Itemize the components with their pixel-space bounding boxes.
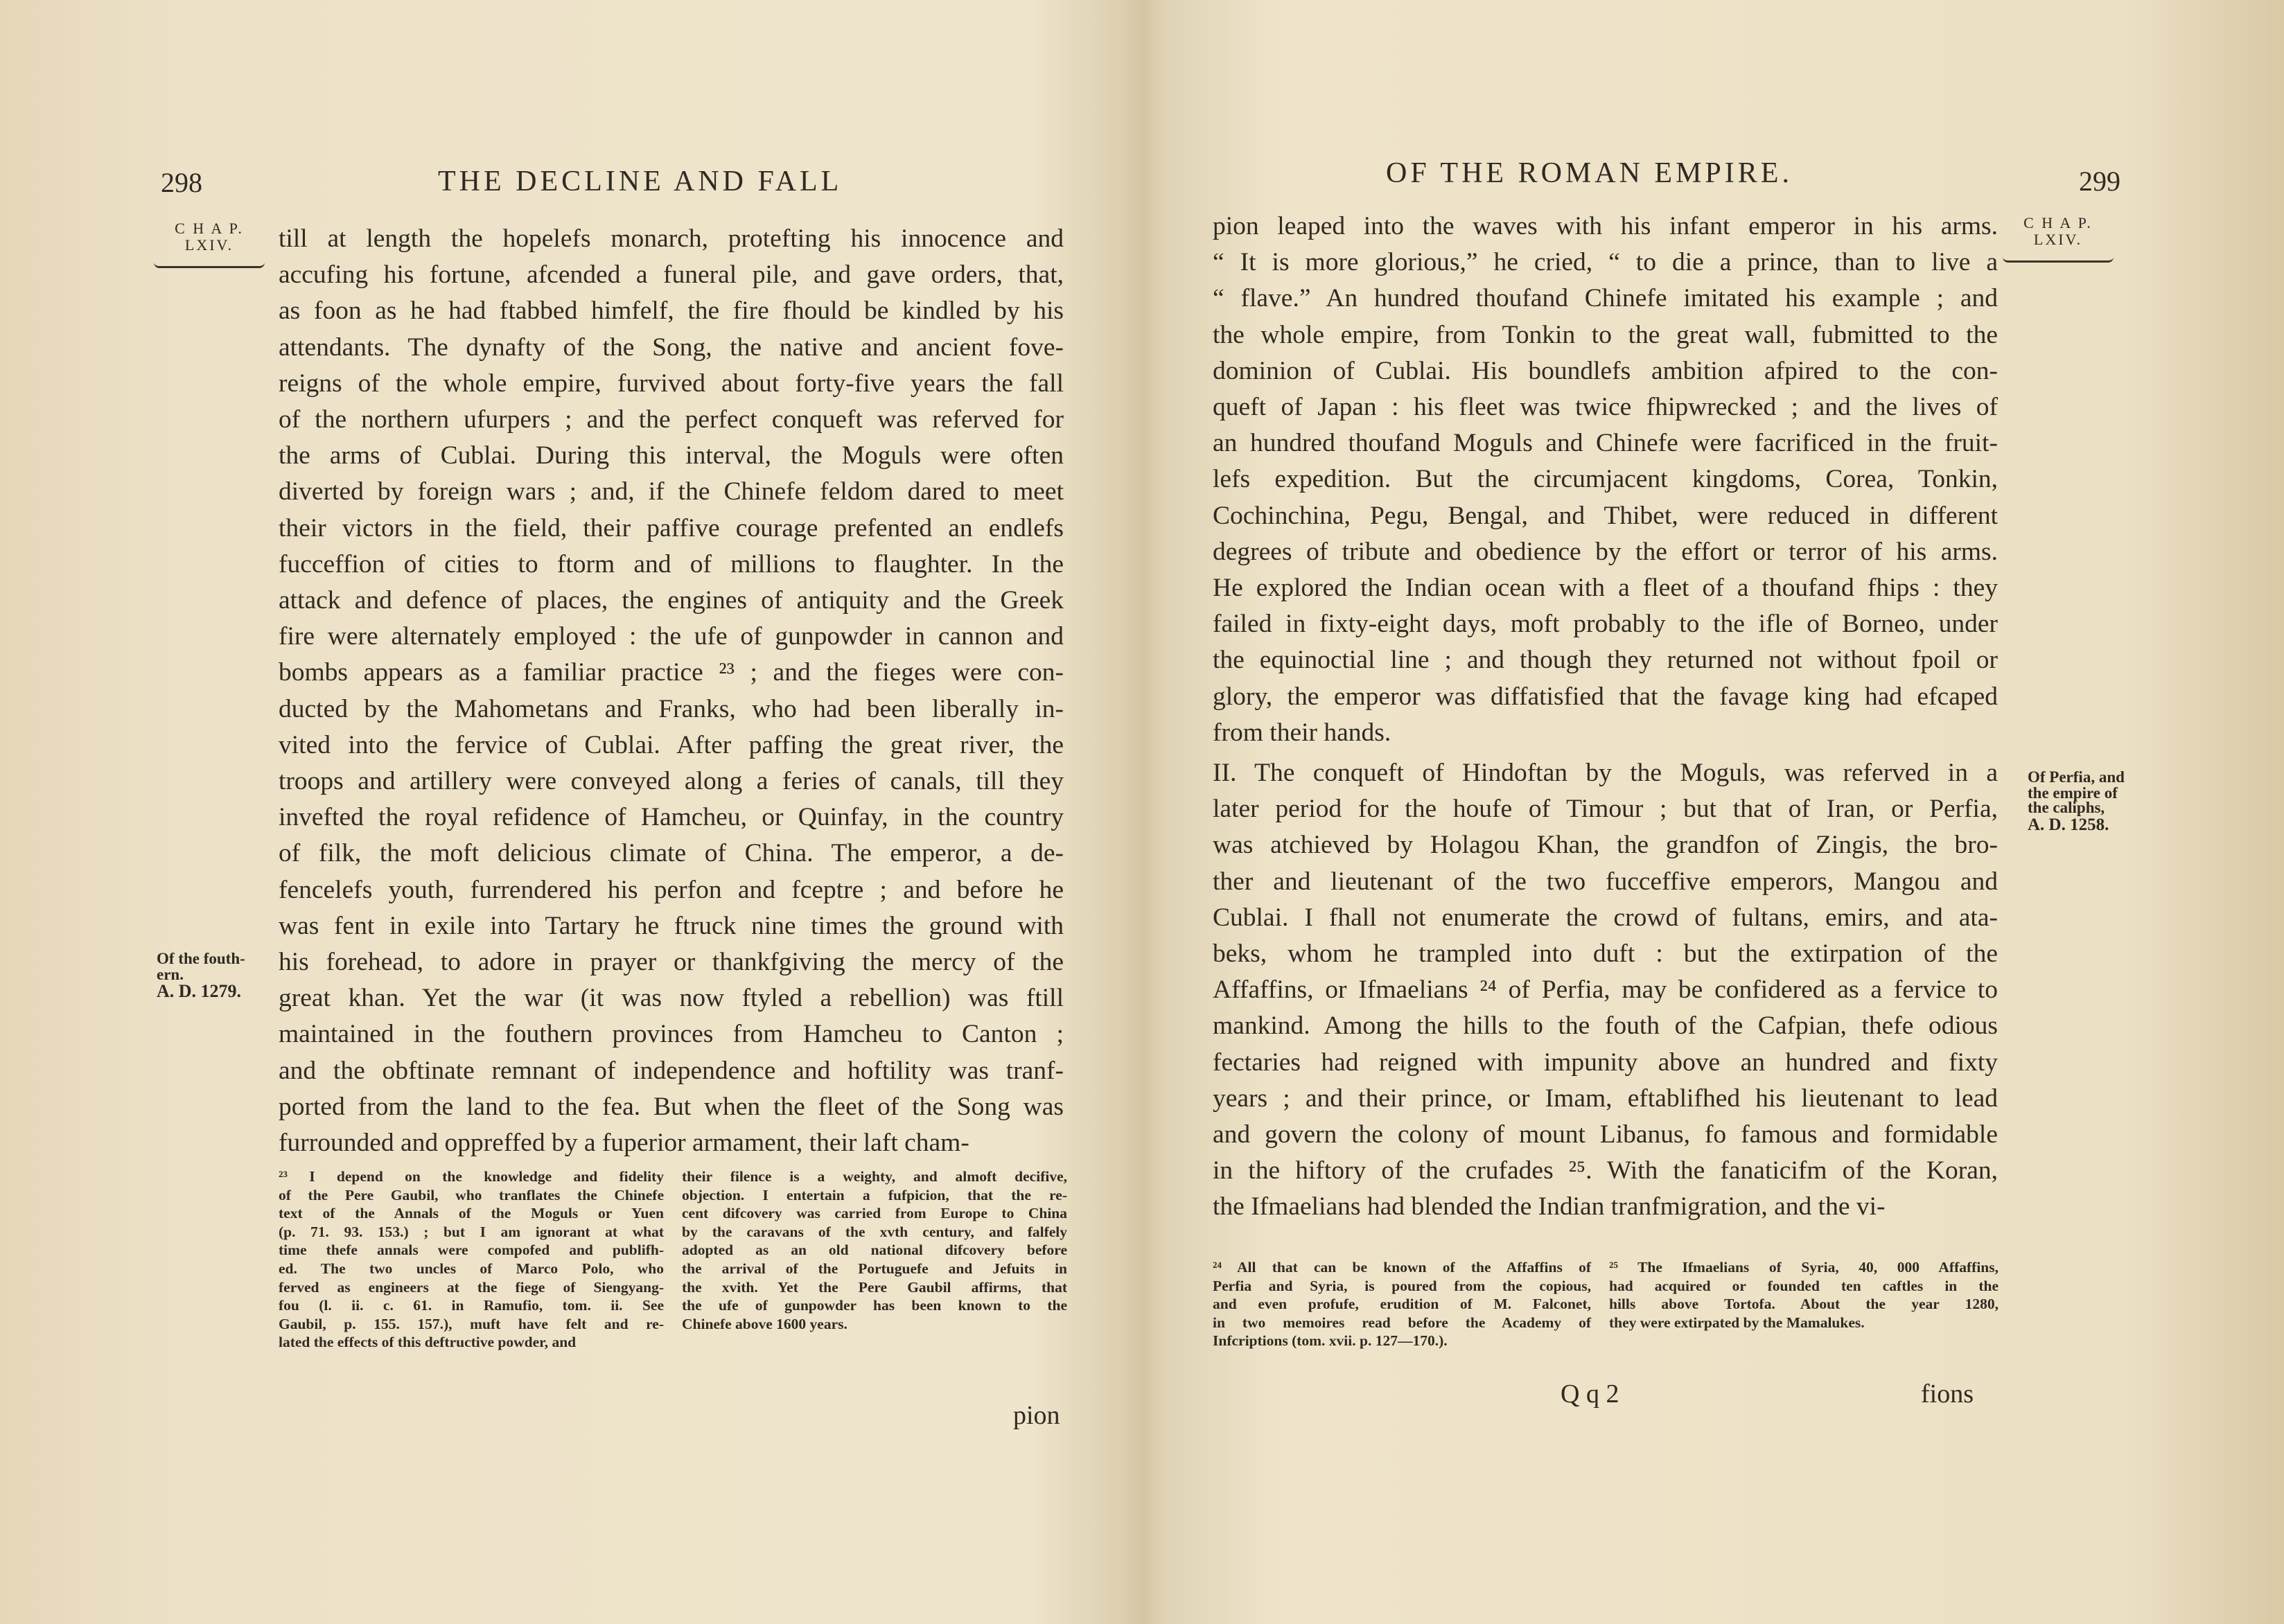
margin-note-line: Of the fouth- — [157, 950, 245, 967]
chapter-marker — [154, 220, 265, 268]
right-page — [1142, 0, 2284, 1624]
text-line: of filk, the moft delicious climate of China. The emperor, a de- — [279, 839, 1064, 868]
text-line: by the caravans of the xvth century, and falfely — [682, 1223, 1067, 1240]
text-line: (p. 71. 93. 153.) ; but I am ignorant at what — [279, 1223, 664, 1240]
text-line: years ; and their prince, or Imam, eftablifhed his lieutenant to lead — [1213, 1084, 1998, 1113]
text-line: ed. The two uncles of Marco Polo, who — [279, 1260, 664, 1277]
text-line: fucceffion of cities to ftorm and of millions to flaughter. In the — [279, 549, 1064, 579]
text-line: II. The conqueft of Hindoftan by the Moguls, was referved in a — [1213, 759, 1998, 788]
text-line: Affaffins, or Ifmaelians ²⁴ of Perfia, may be confidered as a fervice to — [1213, 976, 1998, 1005]
text-line: maintained in the fouthern provinces from Hamcheu to Canton ; — [279, 1020, 1064, 1049]
text-line: adopted as an old national difcovery before — [682, 1242, 1067, 1259]
text-line: invefted the royal refidence of Hamcheu, or Quinfay, in the country — [279, 803, 1064, 832]
text-line: ferved as engineers at the fiege of Siengyang- — [279, 1278, 664, 1296]
margin-note-line: ern. — [157, 966, 184, 983]
text-line: fire were alternately employed : the ufe of gunpowder in cannon and — [279, 622, 1064, 651]
text-line: beks, whom he trampled into duft : but the extirpation of the — [1213, 939, 1998, 969]
chap-label: C H A P. — [175, 220, 244, 237]
text-line: mankind. Among the hills to the fouth of the Cafpian, thefe odious — [1213, 1012, 1998, 1041]
chapter-marker — [2003, 215, 2114, 263]
page-number: 298 — [161, 167, 202, 198]
text-line: the arrival of the Portuguefe and Jefuits in — [682, 1260, 1067, 1277]
text-line: He explored the Indian ocean with a fleet of a thoufand fhips : they — [1213, 574, 1998, 603]
text-line: and govern the colony of mount Libanus, fo famous and formidable — [1213, 1120, 1998, 1149]
margin-note-line: the empire of — [2028, 784, 2118, 802]
text-line: till at length the hopelefs monarch, protefting his innocence and — [279, 224, 1064, 253]
text-line: failed in fixty-eight days, moft probably to the ifle of Borneo, under — [1213, 610, 1998, 639]
text-line: ²³ I depend on the knowledge and fidelity — [279, 1168, 664, 1185]
text-line: fencelefs youth, furrendered his perfon and fceptre ; and before he — [279, 875, 1064, 904]
chap-label: C H A P. — [2023, 214, 2093, 231]
chap-number: LXIV. — [184, 236, 234, 254]
footnote-column — [1213, 1258, 1591, 1350]
text-line: from their hands. — [1213, 718, 1391, 747]
margin-note-line: Of Perfia, and — [2028, 768, 2125, 786]
brace-ornament — [154, 256, 265, 268]
text-line: queft of Japan : his fleet was twice fhipwrecked ; and the lives of — [1213, 393, 1998, 422]
text-line: and even profufe, erudition of M. Falconet, — [1213, 1296, 1591, 1313]
text-line: text of the Annals of the Moguls or Yuen — [279, 1205, 664, 1222]
text-line: degrees of tribute and obedience by the effort or terror of his arms. — [1213, 537, 1998, 566]
text-line: ducted by the Mahometans and Franks, who had been liberally in- — [279, 694, 1064, 723]
text-line: hills above Tortofa. About the year 1280, — [1609, 1296, 1998, 1313]
text-line: of the Pere Gaubil, who tranflates the Chinefe — [279, 1186, 664, 1203]
text-line: ²⁵ The Ifmaelians of Syria, 40, 000 Affaffins, — [1609, 1259, 1998, 1276]
text-line: Perfia and Syria, is poured from the copious, — [1213, 1277, 1591, 1294]
text-line: later period for the houfe of Timour ; but that of Iran, or Perfia, — [1213, 795, 1998, 824]
text-line: accufing his fortune, afcended a funeral pile, and gave orders, that, — [279, 261, 1064, 290]
page-number: 299 — [2079, 166, 2120, 197]
margin-note-line: A. D. 1258. — [2028, 815, 2109, 834]
margin-note-line: A. D. 1279. — [157, 981, 242, 1001]
margin-note — [2028, 768, 2125, 834]
text-line: glory, the emperor was diffatisfied that the favage king had efcaped — [1213, 682, 1998, 711]
left-page — [0, 0, 1123, 1624]
text-line: attack and defence of places, the engines of antiquity and the Greek — [279, 586, 1064, 615]
text-line: was fent in exile into Tartary he ftruck nine times the ground with — [279, 911, 1064, 940]
running-head: THE DECLINE AND FALL — [438, 166, 843, 197]
text-line: Infcriptions (tom. xvii. p. 127—170.). — [1213, 1332, 1448, 1350]
footnote-column — [279, 1167, 664, 1352]
text-line: ported from the land to the fea. But when the fleet of the Song was — [279, 1092, 1064, 1121]
brace-ornament — [2003, 251, 2114, 263]
text-line: Cublai. I fhall not enumerate the crowd of fultans, emirs, and ata- — [1213, 903, 1998, 932]
signature-mark: Q q 2 — [1561, 1379, 1619, 1409]
text-line: they were extirpated by the Mamalukes. — [1609, 1314, 1865, 1331]
text-line: vited into the fervice of Cublai. After paffing the great river, the — [279, 730, 1064, 759]
text-line: was atchieved by Holagou Khan, the grandfon of Zingis, the bro- — [1213, 831, 1998, 860]
text-line: in the hiftory of the crufades ²⁵. With the fanaticifm of the Koran, — [1213, 1156, 1998, 1185]
text-line: reigns of the whole empire, furvived about forty-five years the fall — [279, 369, 1064, 398]
text-line: Cochinchina, Pegu, Bengal, and Thibet, were reduced in different — [1213, 501, 1998, 530]
text-line: lated the effects of this deftructive powder, and — [279, 1334, 577, 1351]
text-line: attendants. The dynafty of the Song, the native and ancient fove- — [279, 333, 1064, 362]
text-line: as foon as he had ftabbed himfelf, the fire fhould be kindled by his — [279, 297, 1064, 326]
text-line: pion leaped into the waves with his infant emperor in his arms. — [1213, 212, 1998, 240]
text-line: great khan. Yet the war (it was now ftyled a rebellion) was ftill — [279, 984, 1064, 1013]
text-line: had acquired or founded ten caftles in the — [1609, 1277, 1998, 1294]
text-line: troops and artillery were conveyed along a feries of canals, till they — [279, 767, 1064, 796]
text-line: their filence is a weighty, and almoft decifive, — [682, 1168, 1067, 1185]
text-line: in two memoires read before the Academy of — [1213, 1314, 1591, 1331]
text-line: the equinoctial line ; and though they returned not without fpoil or — [1213, 646, 1998, 675]
text-line: fou (l. ii. c. 61. in Ramufio, tom. ii. See — [279, 1297, 664, 1314]
text-line: the arms of Cublai. During this interval, the Moguls were often — [279, 441, 1064, 470]
footnote-column — [682, 1167, 1067, 1333]
text-line: of the northern ufurpers ; and the perfect conqueft was referved for — [279, 405, 1064, 434]
text-line: lefs expedition. But the circumjacent kingdoms, Corea, Tonkin, — [1213, 465, 1998, 494]
text-line: Gaubil, p. 155. 157.), muft have felt and re- — [279, 1315, 664, 1332]
catchword: pion — [1013, 1401, 1060, 1430]
text-line: “ It is more glorious,” he cried, “ to die a prince, than to live a — [1213, 248, 1998, 277]
text-line: ²⁴ All that can be known of the Affaffins of — [1213, 1259, 1591, 1276]
text-line: “ flave.” An hundred thoufand Chinefe imitated his example ; and — [1213, 284, 1998, 313]
running-head: OF THE ROMAN EMPIRE. — [1386, 157, 1793, 189]
text-line: bombs appears as a familiar practice ²³ ; and the fieges were con- — [279, 658, 1064, 687]
text-line: furrounded and oppreffed by a fuperior armament, their laft cham- — [279, 1129, 969, 1158]
footnote-column — [1609, 1258, 1998, 1332]
chap-number: LXIV. — [2033, 231, 2083, 248]
text-line: fectaries had reigned with impunity above an hundred and fixty — [1213, 1048, 1998, 1077]
text-line: objection. I entertain a fufpicion, that the re- — [682, 1186, 1067, 1203]
text-line: cent difcovery was carried from Europe to China — [682, 1205, 1067, 1222]
margin-note — [157, 949, 245, 1000]
text-line: Chinefe above 1600 years. — [682, 1315, 847, 1332]
text-line: and the obftinate remnant of independence and hoftility was tranf- — [279, 1056, 1064, 1085]
text-line: their victors in the field, their paffive courage prefented an endlefs — [279, 513, 1064, 542]
text-line: diverted by foreign wars ; and, if the Chinefe feldom dared to meet — [279, 477, 1064, 506]
text-line: the whole empire, from Tonkin to the great wall, fubmitted to the — [1213, 320, 1998, 349]
body-text — [1213, 209, 1998, 1226]
body-text — [279, 221, 1064, 1161]
text-line: the Ifmaelians had blended the Indian tranfmigration, and the vi- — [1213, 1192, 1886, 1221]
text-line: ther and lieutenant of the two fucceffive emperors, Mangou and — [1213, 867, 1998, 896]
text-line: time thefe annals were compofed and publifh- — [279, 1242, 664, 1259]
text-line: an hundred thoufand Moguls and Chinefe were facrificed in the fruit- — [1213, 429, 1998, 458]
text-line: his forehead, to adore in prayer or thankfgiving the mercy of the — [279, 948, 1064, 977]
catchword: fions — [1921, 1379, 1974, 1409]
text-line: the ufe of gunpowder has been known to the — [682, 1297, 1067, 1314]
margin-note-line: the caliphs, — [2028, 799, 2105, 816]
text-line: the xvith. Yet the Pere Gaubil affirms, that — [682, 1278, 1067, 1296]
text-line: dominion of Cublai. His boundlefs ambition afpired to the con- — [1213, 356, 1998, 385]
